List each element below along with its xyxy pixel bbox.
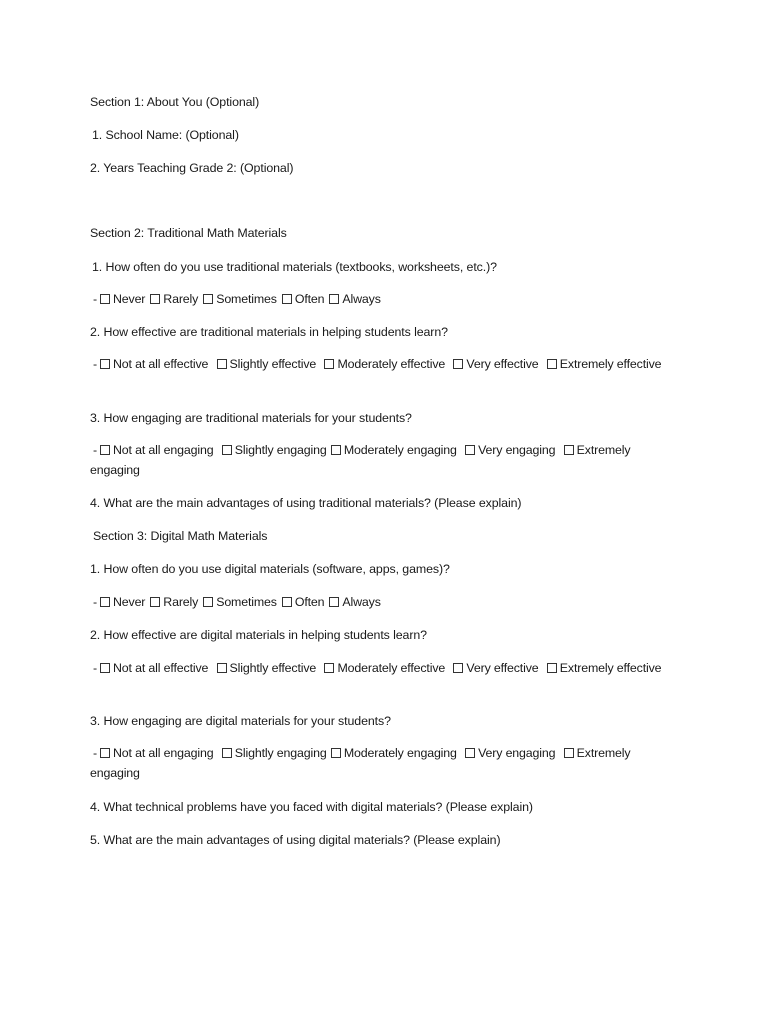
option-prefix: - (93, 661, 97, 675)
section-2-question-3-options (90, 440, 670, 480)
option-prefix: - (93, 357, 97, 371)
option-very-engaging[interactable]: Very engaging (464, 443, 555, 457)
option-often[interactable]: Often (281, 595, 325, 609)
checkbox-icon[interactable] (324, 663, 334, 673)
option-moderately-engaging[interactable]: Moderately engaging (330, 746, 457, 760)
option-not-at-all-effective[interactable]: Not at all effective (99, 661, 208, 675)
option-very-engaging[interactable]: Very engaging (464, 746, 555, 760)
checkbox-icon[interactable] (100, 359, 110, 369)
option-moderately-engaging[interactable]: Moderately engaging (330, 443, 457, 457)
option-prefix: - (93, 595, 97, 609)
option-never[interactable]: Never (99, 595, 145, 609)
option-prefix: - (93, 292, 97, 306)
checkbox-icon[interactable] (203, 294, 213, 304)
checkbox-icon[interactable] (203, 597, 213, 607)
option-moderately-effective[interactable]: Moderately effective (323, 357, 445, 371)
section-1-question-2: 2. Years Teaching Grade 2: (Optional) (90, 161, 294, 175)
option-moderately-effective[interactable]: Moderately effective (323, 661, 445, 675)
checkbox-icon[interactable] (100, 294, 110, 304)
checkbox-icon[interactable] (465, 748, 475, 758)
checkbox-icon[interactable] (564, 445, 574, 455)
section-1-title: Section 1: About You (Optional) (90, 95, 260, 109)
section-3-question-5: 5. What are the main advantages of using digital materials? (Please explain) (90, 833, 501, 847)
checkbox-icon[interactable] (282, 294, 292, 304)
checkbox-icon[interactable] (150, 597, 160, 607)
option-slightly-effective[interactable]: Slightly effective (216, 357, 317, 371)
option-always[interactable]: Always (328, 595, 380, 609)
section-2-question-4: 4. What are the main advantages of using traditional materials? (Please explain) (90, 496, 522, 510)
option-extremely-effective[interactable]: Extremely effective (559, 357, 662, 371)
option-not-at-all-engaging[interactable]: Not at all engaging (99, 746, 213, 760)
checkbox-icon[interactable] (465, 445, 475, 455)
option-always[interactable]: Always (328, 292, 380, 306)
option-prefix: - (93, 746, 97, 760)
section-3-title: Section 3: Digital Math Materials (93, 529, 268, 543)
option-never[interactable]: Never (99, 292, 145, 306)
option-very-effective[interactable]: Very effective (452, 357, 538, 371)
checkbox-icon[interactable] (453, 663, 463, 673)
checkbox-icon[interactable] (329, 294, 339, 304)
section-2-question-3: 3. How engaging are traditional materials for your students? (90, 411, 412, 425)
section-3-question-2: 2. How effective are digital materials in helping students learn? (90, 628, 427, 642)
checkbox-icon[interactable] (324, 359, 334, 369)
option-rarely[interactable]: Rarely (149, 292, 198, 306)
section-2-question-2: 2. How effective are traditional materials in helping students learn? (90, 325, 448, 339)
section-3-question-3-options (90, 743, 670, 783)
option-slightly-engaging[interactable]: Slightly engaging (221, 746, 327, 760)
section-3-question-4: 4. What technical problems have you faced with digital materials? (Please explain) (90, 800, 533, 814)
checkbox-icon[interactable] (217, 663, 227, 673)
option-sometimes[interactable]: Sometimes (202, 595, 277, 609)
option-often[interactable]: Often (281, 292, 325, 306)
checkbox-icon[interactable] (453, 359, 463, 369)
checkbox-icon[interactable] (150, 294, 160, 304)
section-2-question-1-options (90, 289, 670, 309)
checkbox-icon[interactable] (331, 748, 341, 758)
checkbox-icon[interactable] (100, 748, 110, 758)
option-extremely-engaging[interactable]: Extremely engaging (90, 746, 631, 780)
section-2-question-2-options (90, 354, 670, 374)
checkbox-icon[interactable] (100, 597, 110, 607)
checkbox-icon[interactable] (282, 597, 292, 607)
option-extremely-engaging[interactable]: Extremely engaging (90, 443, 631, 477)
option-extremely-effective[interactable]: Extremely effective (559, 661, 662, 675)
checkbox-icon[interactable] (547, 359, 557, 369)
option-very-effective[interactable]: Very effective (452, 661, 538, 675)
checkbox-icon[interactable] (329, 597, 339, 607)
checkbox-icon[interactable] (564, 748, 574, 758)
option-slightly-engaging[interactable]: Slightly engaging (221, 443, 327, 457)
checkbox-icon[interactable] (222, 445, 232, 455)
checkbox-icon[interactable] (547, 663, 557, 673)
option-rarely[interactable]: Rarely (149, 595, 198, 609)
checkbox-icon[interactable] (100, 445, 110, 455)
checkbox-icon[interactable] (222, 748, 232, 758)
section-2-question-1: 1. How often do you use traditional materials (textbooks, worksheets, etc.)? (92, 260, 497, 274)
checkbox-icon[interactable] (331, 445, 341, 455)
section-3-question-1-options (90, 592, 670, 612)
option-not-at-all-effective[interactable]: Not at all effective (99, 357, 208, 371)
option-not-at-all-engaging[interactable]: Not at all engaging (99, 443, 213, 457)
checkbox-icon[interactable] (217, 359, 227, 369)
checkbox-icon[interactable] (100, 663, 110, 673)
section-3-question-1: 1. How often do you use digital materials (software, apps, games)? (90, 562, 450, 576)
section-3-question-2-options (90, 658, 670, 678)
option-sometimes[interactable]: Sometimes (202, 292, 277, 306)
option-slightly-effective[interactable]: Slightly effective (216, 661, 317, 675)
section-2-title: Section 2: Traditional Math Materials (90, 226, 287, 240)
option-prefix: - (93, 443, 97, 457)
section-1-question-1: 1. School Name: (Optional) (92, 128, 239, 142)
section-3-question-3: 3. How engaging are digital materials for your students? (90, 714, 391, 728)
